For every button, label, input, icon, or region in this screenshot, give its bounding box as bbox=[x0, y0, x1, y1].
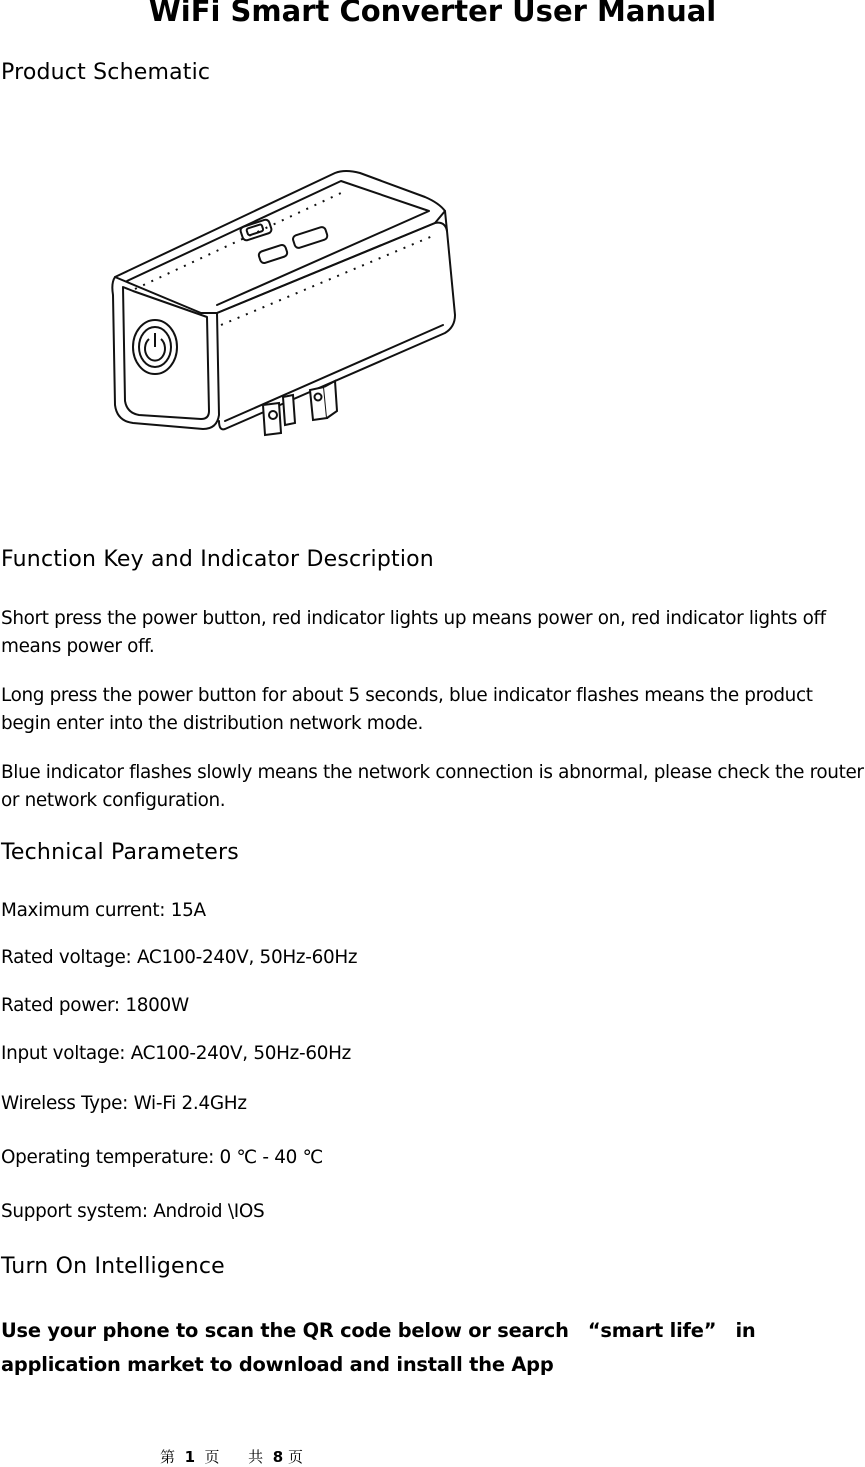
param-rated-power: Rated power: 1800W bbox=[1, 995, 189, 1016]
param-rated-voltage: Rated voltage: AC100-240V, 50Hz-60Hz bbox=[1, 947, 358, 968]
paragraph-long-press: Long press the power button for about 5 seconds, blue indicator flashes means the product begin enter into the distribution network mode. bbox=[1, 685, 813, 734]
power-icon bbox=[133, 320, 177, 374]
param-max-current: Maximum current: 15A bbox=[1, 900, 206, 921]
footer-page-suffix: 页 bbox=[204, 1448, 220, 1466]
param-wireless-type: Wireless Type: Wi-Fi 2.4GHz bbox=[1, 1093, 247, 1114]
param-input-voltage: Input voltage: AC100-240V, 50Hz-60Hz bbox=[1, 1043, 352, 1064]
page-footer bbox=[160, 1446, 303, 1467]
paragraph-short-press: Short press the power button, red indicator lights up means power on, red indicator lights off means power off. bbox=[1, 608, 826, 657]
footer-total-prefix: 共 bbox=[248, 1448, 264, 1466]
smart-plug-illustration bbox=[105, 165, 465, 440]
param-support-system: Support system: Android \IOS bbox=[1, 1201, 265, 1222]
heading-turn-on-intelligence: Turn On Intelligence bbox=[1, 1254, 225, 1279]
instruction-scan-qr: Use your phone to scan the QR code below or search “smart life” in application market to download and install the App bbox=[1, 1319, 756, 1376]
document-title: WiFi Smart Converter User Manual bbox=[148, 0, 717, 28]
paragraph-slow-flash: Blue indicator flashes slowly means the network connection is abnormal, please check the router or network configuration. bbox=[1, 762, 864, 811]
heading-product-schematic: Product Schematic bbox=[1, 60, 211, 85]
footer-page-number: 1 bbox=[184, 1448, 195, 1466]
footer-total-pages: 8 bbox=[272, 1448, 284, 1466]
param-operating-temperature: Operating temperature: 0 ℃ - 40 ℃ bbox=[1, 1147, 323, 1168]
heading-function-key: Function Key and Indicator Description bbox=[1, 547, 434, 572]
heading-technical-parameters: Technical Parameters bbox=[1, 840, 239, 865]
footer-page-prefix: 第 bbox=[160, 1448, 176, 1466]
footer-total-suffix: 页 bbox=[287, 1448, 303, 1466]
